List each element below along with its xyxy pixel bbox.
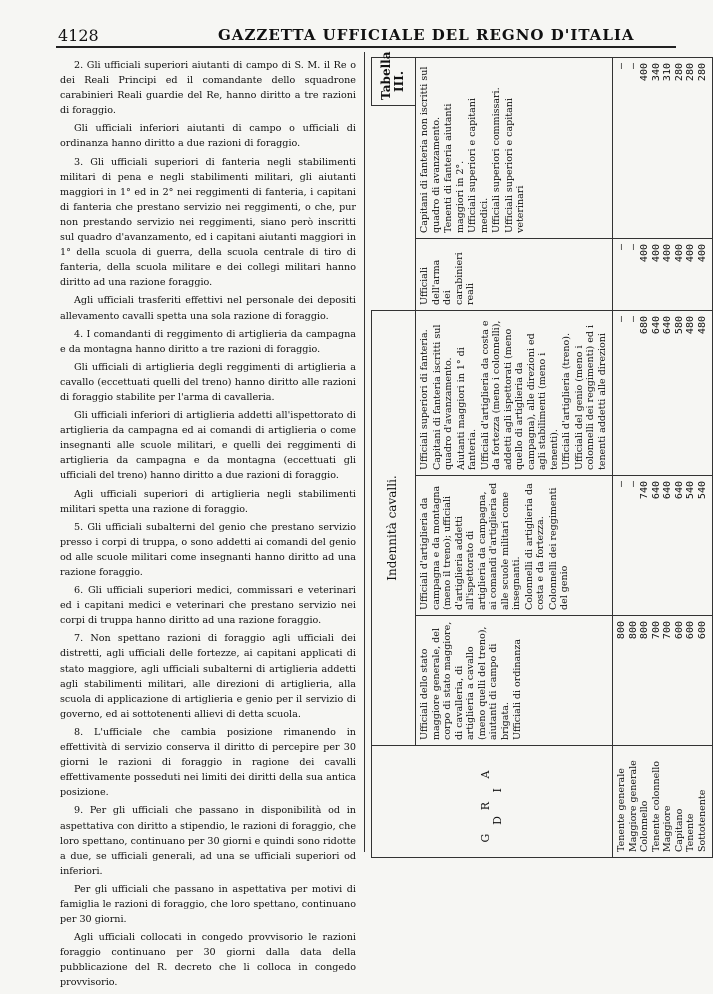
value-cell: 340 xyxy=(650,63,662,82)
value-cell: 400 xyxy=(639,244,650,263)
value-column xyxy=(613,476,713,616)
indemnity-table xyxy=(371,51,713,858)
column-heading-item: Colonnelli dei reggimenti del genio xyxy=(547,487,570,610)
column-heading-item: Aiutanti maggiori in 1° di fanteria. xyxy=(455,347,478,470)
value-cell: 540 xyxy=(696,481,708,500)
column-heading-item: Ufficiali superiori commissari. xyxy=(491,87,502,233)
value-column xyxy=(613,311,713,476)
column-heading-item: Ufficiali d'artiglieria (treno). xyxy=(561,333,572,470)
column-heading-item: Ufficiali dell'arma dei carabinieri reali xyxy=(419,252,476,305)
value-cell: 400 xyxy=(696,244,708,263)
value-cell: — xyxy=(627,244,639,251)
value-cell: 280 xyxy=(685,63,696,82)
value-cell: 480 xyxy=(696,316,708,335)
paragraph: Agli ufficiali superiori di artiglieria negli stabilimenti militari spetta una razione di foraggio. xyxy=(60,488,356,515)
value-cell: 480 xyxy=(685,316,696,335)
grades-label: G R A D I xyxy=(478,760,504,843)
column-heading xyxy=(416,311,613,476)
column-heading-item: Ufficiali superiori e capitani veterinari xyxy=(503,98,526,233)
value-cell: 640 xyxy=(650,316,662,335)
paragraph: Gli ufficiali inferiori aiutanti di campo o ufficiali di ordinanza hanno diritto a due razioni di foraggio. xyxy=(60,123,356,150)
grade-row: Tenente xyxy=(685,813,696,852)
value-cell: 280 xyxy=(673,63,685,82)
value-cell: — xyxy=(616,481,627,488)
value-cell: 400 xyxy=(673,244,685,263)
column-heading-item: Ufficiali del genio (meno i colonnelli dei reggimenti) ed i tenenti addetti alle direzioni xyxy=(573,324,608,470)
grade-row: Tenente generale xyxy=(616,768,627,852)
column-heading-item: Ufficiali superiori e capitani medici. xyxy=(467,98,490,233)
value-cell: 400 xyxy=(639,63,650,82)
grade-row: Maggiore generale xyxy=(627,760,639,852)
value-column xyxy=(613,58,713,239)
value-cell: 400 xyxy=(685,244,696,263)
column-heading xyxy=(416,239,613,311)
value-cell: 640 xyxy=(662,481,673,500)
value-cell: — xyxy=(616,63,627,70)
column-heading xyxy=(416,616,613,746)
page-number: 4128 xyxy=(58,26,99,45)
paragraph: 5. Gli ufficiali subalterni del genio che prestano servizio presso i corpi di truppa, o sono addetti ai comandi del genio od alle scuole militari come insegnanti hanno diritto ad una razione foraggio. xyxy=(60,521,356,578)
header-spacer xyxy=(372,106,416,311)
value-cell: — xyxy=(616,244,627,251)
value-cell: 740 xyxy=(639,481,650,500)
grade-row: Capitano xyxy=(673,808,685,852)
value-cell: 600 xyxy=(685,621,696,640)
paragraph: Agli ufficiali collocati in congedo provvisorio le razioni foraggio continuano per 30 giorni dalla data della pubblicazione del R. decreto che li colloca in congedo provvisorio. xyxy=(60,932,356,989)
paragraph: 8. L'ufficiale che cambia posizione rimanendo in effettività di servizio conserva il diritto di percepire per 30 giorni le razioni di foraggio in ragione dei cavalli effettivamente posseduti nei limiti dei diritti della sua antica posizione. xyxy=(60,726,356,799)
value-cell: 800 xyxy=(627,621,639,640)
rotated-table xyxy=(371,51,708,858)
value-cell: 800 xyxy=(639,621,650,640)
value-column xyxy=(613,616,713,746)
column-heading-item: Ufficiali d'artiglieria da campagna e da montagna (meno il treno); ufficiali d'artiglieria addetti all'ispettorato di artiglieria da campagna, ai comandi d'artiglieria ed alle scuole militari come insegnanti. xyxy=(419,482,522,610)
value-cell: 600 xyxy=(696,621,708,640)
indemnity-title: Indennità cavalli. xyxy=(385,475,400,581)
column-heading-item: Ufficiali dello stato maggiore generale, del corpo di stato maggiore, di cavalleria, di artiglieria a cavallo (meno quelli del treno), aiutanti di campo di brigata. xyxy=(419,621,511,740)
value-cell: 800 xyxy=(616,621,627,640)
paragraph: 7. Non spettano razioni di foraggio agli ufficiali dei distretti, agli ufficiali delle fortezze, ai capitani applicati di stato maggiore, agli ufficiali subalterni di artiglieria addetti agli stabilimenti militari, alle direzioni di artiglieria, alla scuola di applicazione di artiglieria e genio per il servizio di governo, ed ai sottotenenti allievi di detta scuola. xyxy=(60,633,356,720)
value-cell: — xyxy=(627,316,639,323)
grade-row: Tenente colonnello xyxy=(650,761,662,852)
indemnity-header xyxy=(372,311,416,746)
grade-row: Colonnello xyxy=(639,800,650,852)
column-heading-item: Ufficiali superiori di fanteria. xyxy=(419,329,430,470)
paragraph: Agli ufficiali trasferiti effettivi nel personale dei depositi allevamento cavalli spetta una sola razione di foraggio. xyxy=(60,295,356,322)
value-cell: 640 xyxy=(673,481,685,500)
paragraph: 4. I comandanti di reggimento di artiglieria da campagna e da montagna hanno diritto a tre razioni di foraggio. xyxy=(60,328,356,355)
paragraph: 6. Gli ufficiali superiori medici, commissari e veterinari ed i capitani medici e veterinari che prestano servizio nei corpi di truppa hanno diritto ad una razione foraggio. xyxy=(60,585,356,627)
grades-list xyxy=(613,746,713,858)
value-column xyxy=(613,239,713,311)
value-cell: 680 xyxy=(639,316,650,335)
column-heading xyxy=(416,58,613,239)
grade-row: Maggiore xyxy=(662,805,673,852)
indemnity-table-area xyxy=(371,51,708,858)
value-cell: 310 xyxy=(662,63,673,82)
paragraph: 3. Gli ufficiali superiori di fanteria negli stabilimenti militari di pena e negli stabilimenti militari, gli aiutanti maggiori in 1° ed in 2° nei reggimenti di fanteria, i capitani di fanteria che prestano servizio nei reggimenti, o che, pur non prestando servizio nei reggimenti, siano però inscritti sul quadro d'avanzamento, ed i capitani aiutanti maggiori in 1° della scuola di guerra, della scuola centrale di tiro di fanteria, della scuola militare e dei collegi militari hanno diritto ad una razione foraggio. xyxy=(60,156,356,289)
paragraph: 2. Gli ufficiali superiori aiutanti di campo di S. M. il Re o dei Reali Principi ed il comandante dello squadrone carabinieri Reali guardie del Re, hanno diritto a tre razioni di foraggio. xyxy=(60,60,356,117)
value-cell: 640 xyxy=(662,316,673,335)
value-cell: — xyxy=(627,63,639,70)
gazette-title: GAZZETTA UFFICIALE DEL REGNO D'ITALIA xyxy=(218,26,635,44)
value-cell: 700 xyxy=(662,621,673,640)
column-heading-item: Ufficiali d'artiglieria da costa e da fortezza (meno i colonnelli), addetti agli ispettorati (meno quello di artiglieria da campagna), alle direzioni ed agli stabilimenti (meno i tenenti). xyxy=(479,320,560,470)
column-heading-item: Capitani di fanteria non iscritti sul quadro di avanzamento. xyxy=(419,66,442,233)
value-cell: 700 xyxy=(650,621,662,640)
paragraph: Gli ufficiali inferiori di artiglieria addetti all'ispettorato di artiglieria da campagna ed ai comandi di artiglieria o come insegnanti alle scuole militari, e quelli dei reggimenti di artiglieria da campagna e da montagna (eccettuati gli ufficiali del treno) hanno diritto a due razioni di foraggio. xyxy=(60,410,356,482)
paragraph: Per gli ufficiali che passano in aspettativa per motivi di famiglia le razioni di foraggio, che loro spettano, continuano per 30 giorni. xyxy=(60,883,356,926)
column-heading-item: Capitani di fanteria iscritti sul quadro d'avanzamento. xyxy=(431,324,454,470)
value-cell: — xyxy=(616,316,627,323)
value-cell: 400 xyxy=(650,244,662,263)
table-label: Tabella III. xyxy=(379,51,406,100)
column-heading-item: Colonnelli di artiglieria da costa e da fortezza. xyxy=(523,483,546,610)
value-cell: 540 xyxy=(685,481,696,500)
text-column xyxy=(60,58,356,994)
value-cell: 600 xyxy=(673,621,685,640)
grades-header xyxy=(372,746,613,858)
paragraph: Gli ufficiali di artiglieria degli reggimenti di artiglieria a cavallo (eccettuati quelli del treno) hanno diritto alle razioni di foraggio stabilite per l'arma di cavalleria. xyxy=(60,361,356,403)
column-heading xyxy=(416,476,613,616)
value-cell: 400 xyxy=(662,244,673,263)
value-cell: — xyxy=(627,481,639,488)
header-rule xyxy=(56,46,676,48)
value-cell: 580 xyxy=(673,316,685,335)
column-divider xyxy=(364,52,365,852)
column-heading-item: Ufficiali di ordinanza xyxy=(512,638,523,740)
paragraph: 9. Per gli ufficiali che passano in disponibilità od in aspettativa con diritto a stipendio, le razioni di foraggio, che loro spettano, continuano per 30 giorni e quindi sono ridotte a due, se ufficiali generali, ad una se ufficiali superiori od inferiori. xyxy=(60,805,356,877)
value-cell: 280 xyxy=(696,63,708,82)
column-heading-item: Tenenti di fanteria aiutanti maggiori in 2°. xyxy=(443,103,466,233)
grade-row: Sottotenente xyxy=(696,789,708,852)
value-cell: 640 xyxy=(650,481,662,500)
table-label-cell xyxy=(372,51,416,106)
